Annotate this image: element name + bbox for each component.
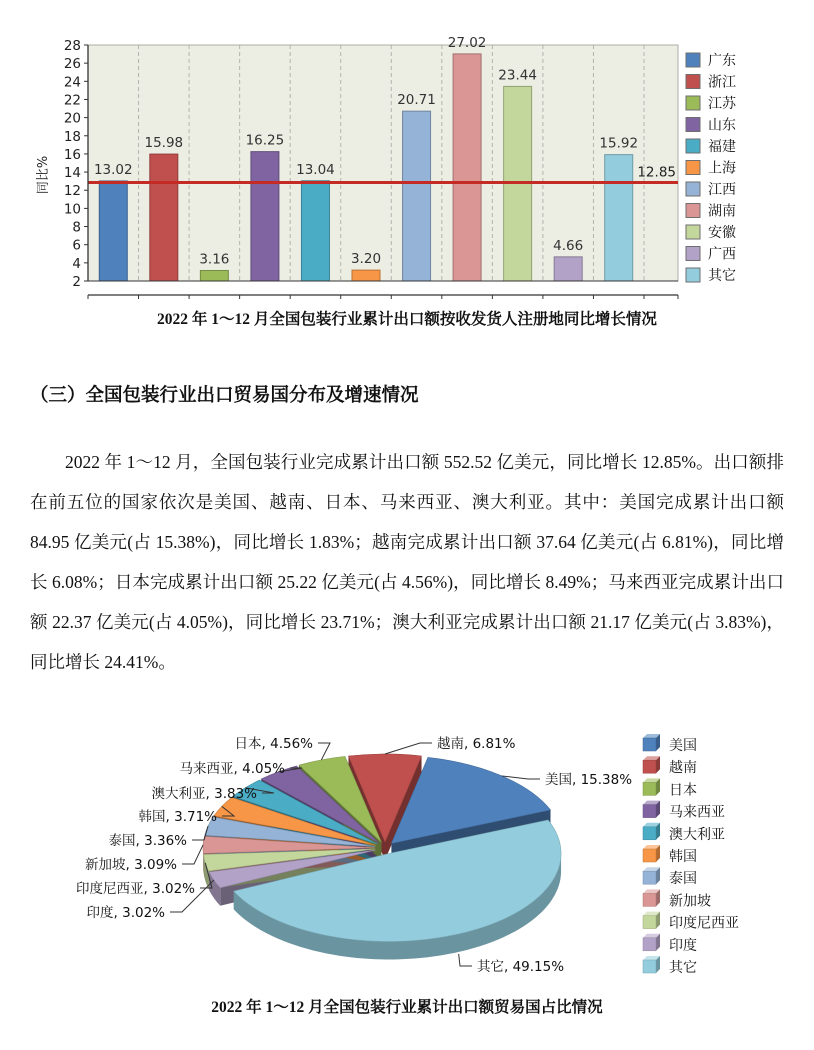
y-tick-label: 4 xyxy=(72,255,81,272)
y-tick-label: 10 xyxy=(63,201,81,218)
legend-cube-icon xyxy=(643,893,656,906)
y-tick-label: 16 xyxy=(63,146,81,163)
legend-swatch-icon xyxy=(686,118,700,132)
pie-label: 韩国, 3.71% xyxy=(138,809,217,825)
bar-value-label: 13.04 xyxy=(296,161,335,178)
legend-label: 越南 xyxy=(669,760,697,777)
legend-label: 上海 xyxy=(708,160,736,177)
legend-cube-icon xyxy=(643,871,656,884)
pie-label-leader xyxy=(318,743,330,760)
y-tick-label: 22 xyxy=(63,92,81,109)
pie-chart xyxy=(25,722,789,994)
legend-swatch-icon xyxy=(686,96,700,110)
y-tick-label: 12 xyxy=(63,183,81,200)
pie-label: 澳大利亚, 3.83% xyxy=(151,786,257,802)
pie-chart-svg xyxy=(25,722,789,994)
pie-label: 印度尼西亚, 3.02% xyxy=(76,881,195,897)
pie-label-leader xyxy=(459,954,472,966)
legend-swatch-icon xyxy=(686,139,700,153)
legend-cube-icon xyxy=(643,827,656,840)
legend-cube-icon xyxy=(643,960,656,973)
bar-value-label: 13.02 xyxy=(93,161,133,178)
y-tick-label: 6 xyxy=(72,237,81,254)
y-tick-label: 8 xyxy=(72,219,81,236)
pie-label: 新加坡, 3.09% xyxy=(85,857,177,873)
bar xyxy=(554,257,582,281)
legend-label: 山东 xyxy=(708,117,736,134)
bar xyxy=(251,152,279,281)
legend-label: 澳大利亚 xyxy=(669,826,725,843)
legend-label: 印度 xyxy=(669,937,697,954)
bar xyxy=(453,54,481,281)
legend-cube-icon xyxy=(643,938,656,951)
y-tick-label: 14 xyxy=(63,165,81,182)
pie-label: 美国, 15.38% xyxy=(545,772,633,788)
legend-label: 安徽 xyxy=(708,225,736,241)
y-tick-label: 28 xyxy=(63,38,81,54)
bar-chart-svg xyxy=(30,33,784,305)
bar xyxy=(200,270,228,281)
bar xyxy=(150,154,178,281)
body-paragraph: 2022 年 1～12 月，全国包装行业完成累计出口额 552.52 亿美元，同比增长 12.85%。出口额排在前五位的国家依次是美国、越南、日本、马来西亚、澳大利亚。其中：美国完成累计出口额 84.95 亿美元(占 15.38%)，同比增长 1.83%；越南完成累计出口额 37.64 亿美元(占 6.81%)，同比增长 6.08%；日本完成累计出口额 25.22 亿美元(占 4.56%)，同比增长 8.49%；马来西亚完成累计出口额 22.37 亿美元(占 4.05%)，同比增长 23.71%；澳大利亚完成累计出口额 21.17 亿美元(占 3.83%)，同比增长 24.41%。 xyxy=(30,451,784,672)
legend-label: 美国 xyxy=(669,738,697,754)
bar xyxy=(99,181,127,281)
pie-label: 泰国, 3.36% xyxy=(108,833,187,849)
bar-value-label: 16.25 xyxy=(245,132,285,149)
legend-label: 韩国 xyxy=(669,849,697,865)
legend-cube-icon xyxy=(643,760,656,773)
y-axis-label: 同比% xyxy=(36,155,51,195)
reference-line-label: 12.85 xyxy=(637,164,676,181)
legend-label: 广东 xyxy=(708,53,736,69)
legend-swatch-icon xyxy=(686,204,700,218)
legend-cube-icon xyxy=(643,805,656,818)
bar-value-label: 23.44 xyxy=(498,67,537,84)
pie-label: 越南, 6.81% xyxy=(437,736,516,752)
legend-label: 印度尼西亚 xyxy=(669,915,739,932)
y-tick-label: 26 xyxy=(63,56,81,73)
bar xyxy=(352,270,380,281)
pie-label: 印度, 3.02% xyxy=(86,905,165,921)
y-tick-label: 18 xyxy=(63,128,81,145)
legend-label: 浙江 xyxy=(708,74,736,91)
legend-label: 江苏 xyxy=(708,96,736,112)
bar-value-label: 27.02 xyxy=(447,34,487,51)
legend-swatch-icon xyxy=(686,247,700,261)
pie-chart-title: 2022 年 1～12 月全国包装行业累计出口额贸易国占比情况 xyxy=(211,999,603,1016)
section-heading: （三）全国包装行业出口贸易国分布及增速情况 xyxy=(30,386,419,406)
bar-value-label: 4.66 xyxy=(553,237,584,254)
legend-swatch-icon xyxy=(686,161,700,175)
legend-label: 福建 xyxy=(708,139,736,155)
legend-label: 泰国 xyxy=(669,871,697,888)
legend-cube-icon xyxy=(643,849,656,862)
legend-cube-icon xyxy=(643,738,656,751)
legend-label: 江西 xyxy=(708,182,736,198)
legend-swatch-icon xyxy=(686,225,700,239)
legend-label: 其它 xyxy=(708,268,736,284)
legend-cube-icon xyxy=(643,916,656,929)
bar xyxy=(605,155,633,281)
bar-value-label: 3.16 xyxy=(199,251,230,268)
pie-label: 日本, 4.56% xyxy=(234,736,313,752)
legend-swatch-icon xyxy=(686,53,700,67)
legend-label: 湖南 xyxy=(708,203,736,220)
y-tick-label: 2 xyxy=(72,274,81,290)
legend-label: 其它 xyxy=(669,960,697,976)
bar-chart-title: 2022 年 1～12 月全国包装行业累计出口额按收发货人注册地同比增长情况 xyxy=(157,311,657,328)
pie-label-leader xyxy=(385,743,432,754)
bar-value-label: 15.98 xyxy=(144,135,184,152)
legend-cube-icon xyxy=(643,782,656,795)
bar xyxy=(403,111,431,281)
legend-label: 新加坡 xyxy=(669,893,711,910)
legend-label: 马来西亚 xyxy=(669,804,725,821)
bar-value-label: 15.92 xyxy=(599,135,639,152)
bar-value-label: 20.71 xyxy=(397,92,436,109)
legend-label: 日本 xyxy=(669,782,697,799)
legend-swatch-icon xyxy=(686,182,700,196)
legend-swatch-icon xyxy=(686,268,700,282)
bar-chart xyxy=(30,33,784,305)
pie-label: 马来西亚, 4.05% xyxy=(179,761,285,777)
y-tick-label: 20 xyxy=(63,110,81,127)
bar-value-label: 3.20 xyxy=(350,251,382,268)
legend-label: 广西 xyxy=(708,246,736,263)
bar xyxy=(301,181,329,281)
pie-label: 其它, 49.15% xyxy=(477,959,565,975)
legend-swatch-icon xyxy=(686,75,700,89)
y-tick-label: 24 xyxy=(63,74,81,91)
